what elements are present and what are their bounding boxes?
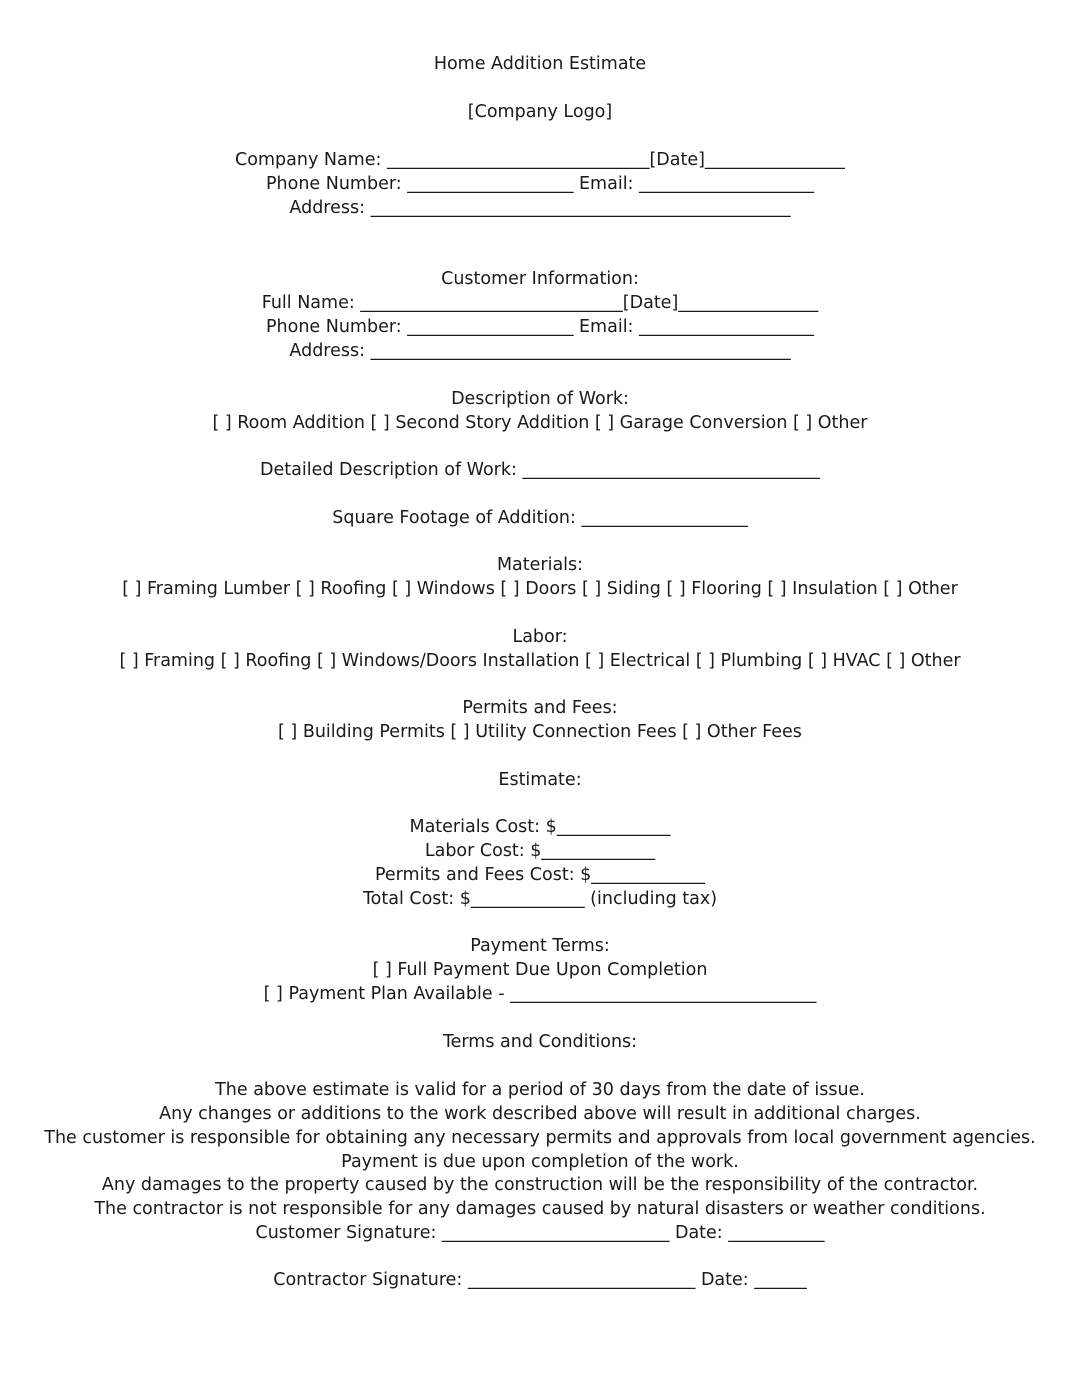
- company-address-line[interactable]: Address: ________________________________________________: [289, 198, 791, 218]
- company-logo-placeholder: [Company Logo]: [467, 102, 613, 122]
- customer-phone-email-line[interactable]: Phone Number: ___________________ Email: ____________________: [265, 317, 815, 337]
- terms-line: The contractor is not responsible for any damages caused by natural disasters or weather conditions.: [94, 1199, 986, 1219]
- terms-line: Any damages to the property caused by the construction will be the responsibility of the contractor.: [101, 1175, 979, 1195]
- terms-line: Any changes or additions to the work described above will result in additional charges.: [159, 1104, 921, 1124]
- terms-line: The customer is responsible for obtaining any necessary permits and approvals from local government agencies.: [44, 1128, 1036, 1148]
- full-payment-checkbox[interactable]: [ ] Full Payment Due Upon Completion: [372, 960, 708, 980]
- permits-cost-line[interactable]: Permits and Fees Cost: $_____________: [374, 865, 706, 885]
- contractor-signature-line[interactable]: Contractor Signature: __________________________ Date: ______: [273, 1270, 807, 1290]
- work-description-heading: Description of Work:: [451, 389, 629, 409]
- materials-heading: Materials:: [496, 555, 584, 575]
- square-footage-line[interactable]: Square Footage of Addition: ___________________: [332, 508, 748, 528]
- company-name-line[interactable]: Company Name: ______________________________[Date]________________: [235, 150, 845, 170]
- terms-heading: Terms and Conditions:: [442, 1032, 638, 1052]
- customer-info-heading: Customer Information:: [441, 269, 639, 289]
- document-title: Home Addition Estimate: [433, 54, 647, 74]
- payment-plan-line[interactable]: [ ] Payment Plan Available - ___________________________________: [263, 984, 817, 1004]
- materials-checkboxes[interactable]: [ ] Framing Lumber [ ] Roofing [ ] Windows [ ] Doors [ ] Siding [ ] Flooring [ ] Insulation [ ] Other: [122, 579, 958, 599]
- customer-address-line[interactable]: Address: ________________________________________________: [289, 341, 791, 361]
- permits-checkboxes[interactable]: [ ] Building Permits [ ] Utility Connection Fees [ ] Other Fees: [278, 722, 802, 742]
- customer-name-line[interactable]: Full Name: ______________________________[Date]________________: [261, 293, 819, 313]
- company-phone-email-line[interactable]: Phone Number: ___________________ Email: ____________________: [265, 174, 815, 194]
- terms-line: Payment is due upon completion of the work.: [341, 1152, 739, 1172]
- estimate-heading: Estimate:: [498, 770, 582, 790]
- labor-checkboxes[interactable]: [ ] Framing [ ] Roofing [ ] Windows/Doors Installation [ ] Electrical [ ] Plumbing [ ] HVAC [ ] Other: [119, 651, 961, 671]
- permits-heading: Permits and Fees:: [462, 698, 618, 718]
- work-type-checkboxes[interactable]: [ ] Room Addition [ ] Second Story Addition [ ] Garage Conversion [ ] Other: [212, 413, 868, 433]
- materials-cost-line[interactable]: Materials Cost: $_____________: [409, 817, 671, 837]
- customer-signature-line[interactable]: Customer Signature: __________________________ Date: ___________: [255, 1223, 825, 1243]
- payment-terms-heading: Payment Terms:: [470, 936, 610, 956]
- labor-cost-line[interactable]: Labor Cost: $_____________: [424, 841, 656, 861]
- labor-heading: Labor:: [512, 627, 568, 647]
- detailed-description-line[interactable]: Detailed Description of Work: __________________________________: [260, 460, 820, 480]
- terms-line: The above estimate is valid for a period of 30 days from the date of issue.: [215, 1080, 865, 1100]
- total-cost-line[interactable]: Total Cost: $_____________ (including tax): [362, 889, 718, 909]
